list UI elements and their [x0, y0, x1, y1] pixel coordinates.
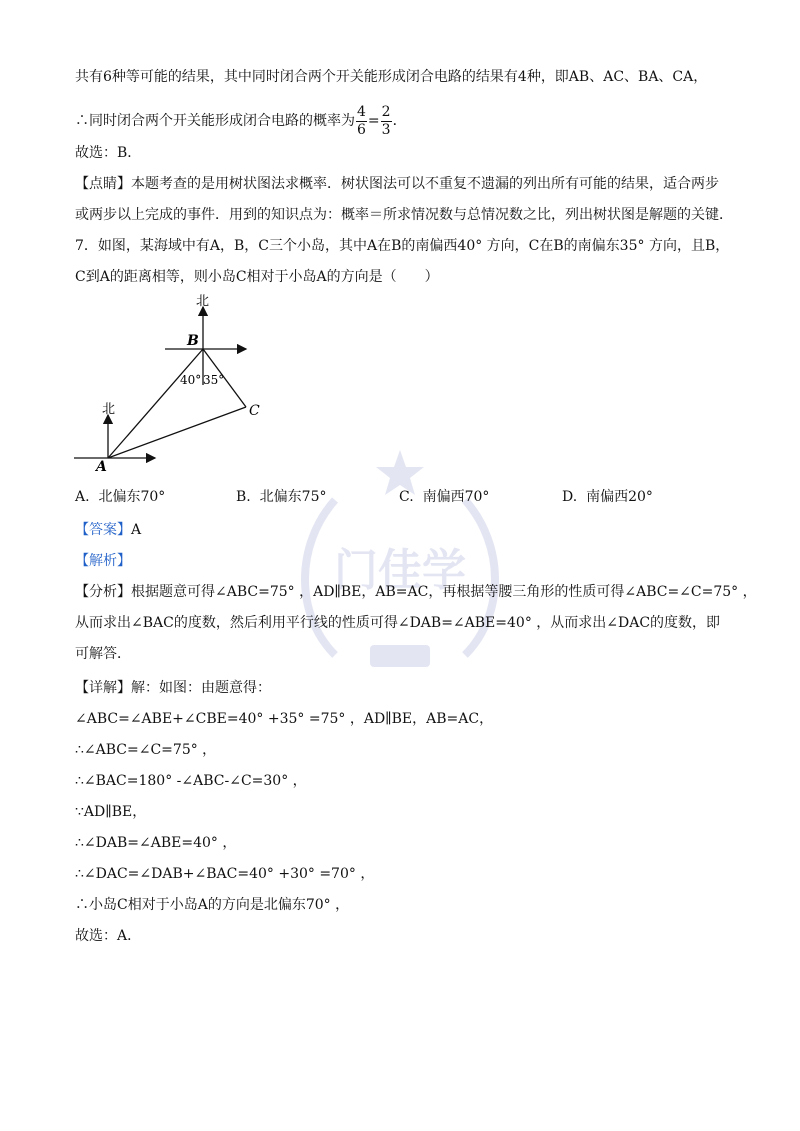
analysis-line: 可解答．	[75, 646, 131, 662]
option-key: B.	[236, 489, 251, 505]
angle-label-35: 35°	[203, 373, 225, 387]
comment-text: 本题考查的是用树状图法求概率．树状图法可以不重复不遗漏的列出所有可能的结果，适合两步	[131, 176, 719, 192]
angle-label-40: 40°	[180, 373, 202, 387]
equals-sign: =	[367, 113, 380, 129]
segment-ab	[108, 349, 203, 458]
solution-step: ∴∠DAC=∠DAB+∠BAC=40° +30° =70° ，	[75, 866, 375, 882]
comment-line	[75, 174, 719, 194]
denominator: 3	[381, 121, 391, 138]
solution-step: ∴∠DAB=∠ABE=40° ，	[75, 835, 237, 851]
segment-ac	[108, 407, 246, 458]
north-label-b: 北	[196, 294, 210, 309]
answer-value: A	[131, 522, 142, 538]
option-d	[562, 486, 653, 506]
choose-line: 故选：A．	[75, 928, 142, 944]
point-label-b: B	[187, 333, 199, 349]
answer-line	[75, 520, 141, 540]
option-b	[236, 486, 326, 506]
option-text: 南偏西20°	[586, 489, 653, 505]
numerator: 2	[381, 103, 391, 120]
watermark-emblem	[275, 445, 525, 695]
analysis-line: 从而求出∠BAC的度数，然后利用平行线的性质可得∠DAB=∠ABE=40° ，从而求出∠DAC的度数，即	[75, 615, 721, 631]
analysis-subtag: 【分析】	[75, 584, 131, 600]
denominator: 6	[357, 121, 366, 138]
detail-intro: 解：如图：由题意得：	[131, 680, 271, 696]
option-key: D.	[562, 489, 578, 505]
text-fragment: ∴同时闭合两个开关能形成闭合电路的概率为	[75, 113, 355, 129]
solution-step: ∴∠BAC=180° -∠ABC-∠C=30° ，	[75, 773, 307, 789]
option-a	[75, 486, 165, 506]
text-line: 共有6种等可能的结果，其中同时闭合两个开关能形成闭合电路的结果有4种，即AB、AC、BA、CA，	[75, 69, 708, 85]
analysis-text: 根据题意可得∠ABC=75° ，AD∥BE，AB=AC，再根据等腰三角形的性质可得∠ABC=∠C=75° ，	[131, 584, 757, 600]
answer-tag: 【答案】	[75, 522, 131, 538]
text-fragment: ．	[392, 113, 407, 129]
solution-step: ∴小岛C相对于小岛A的方向是北偏东70° ，	[75, 897, 350, 913]
detail-line	[75, 678, 271, 698]
comment-line: 或两步以上完成的事件．用到的知识点为：概率＝所求情况数与总情况数之比，列出树状图是解题的关键．	[75, 207, 733, 223]
comment-tag: 【点睛】	[75, 176, 131, 192]
question-line: 7．如图，某海域中有A，B，C三个小岛，其中A在B的南偏西40° 方向，C在B的南偏东35° 方向，且B，	[75, 238, 730, 254]
option-key: C.	[399, 489, 414, 505]
question-line: C到A的距离相等，则小岛C相对于小岛A的方向是（ ）	[75, 269, 439, 285]
fraction	[356, 104, 367, 139]
option-key: A.	[75, 489, 90, 505]
detail-tag: 【详解】	[75, 680, 131, 696]
point-label-a: A	[96, 459, 107, 475]
point-label-c: C	[249, 403, 260, 419]
analysis-tag: 【解析】	[75, 553, 131, 569]
fraction	[381, 104, 392, 139]
analysis-line	[75, 582, 757, 602]
solution-step: ∴∠ABC=∠C=75° ，	[75, 742, 217, 758]
north-label-a: 北	[102, 402, 116, 417]
option-text: 南偏西70°	[422, 489, 490, 505]
svg-text:门佳学: 门佳学	[334, 545, 466, 596]
option-text: 北偏东75°	[259, 489, 327, 505]
numerator: 4	[357, 103, 366, 120]
solution-step: ∵AD∥BE，	[75, 804, 147, 820]
solution-step: ∠ABC=∠ABE+∠CBE=40° +35° =75° ，AD∥BE，AB=AC，	[75, 711, 494, 727]
option-c	[399, 486, 489, 506]
probability-line	[75, 101, 407, 141]
option-text: 北偏东70°	[98, 489, 166, 505]
geometry-figure	[60, 285, 280, 480]
choose-line: 故选：B．	[75, 145, 142, 161]
